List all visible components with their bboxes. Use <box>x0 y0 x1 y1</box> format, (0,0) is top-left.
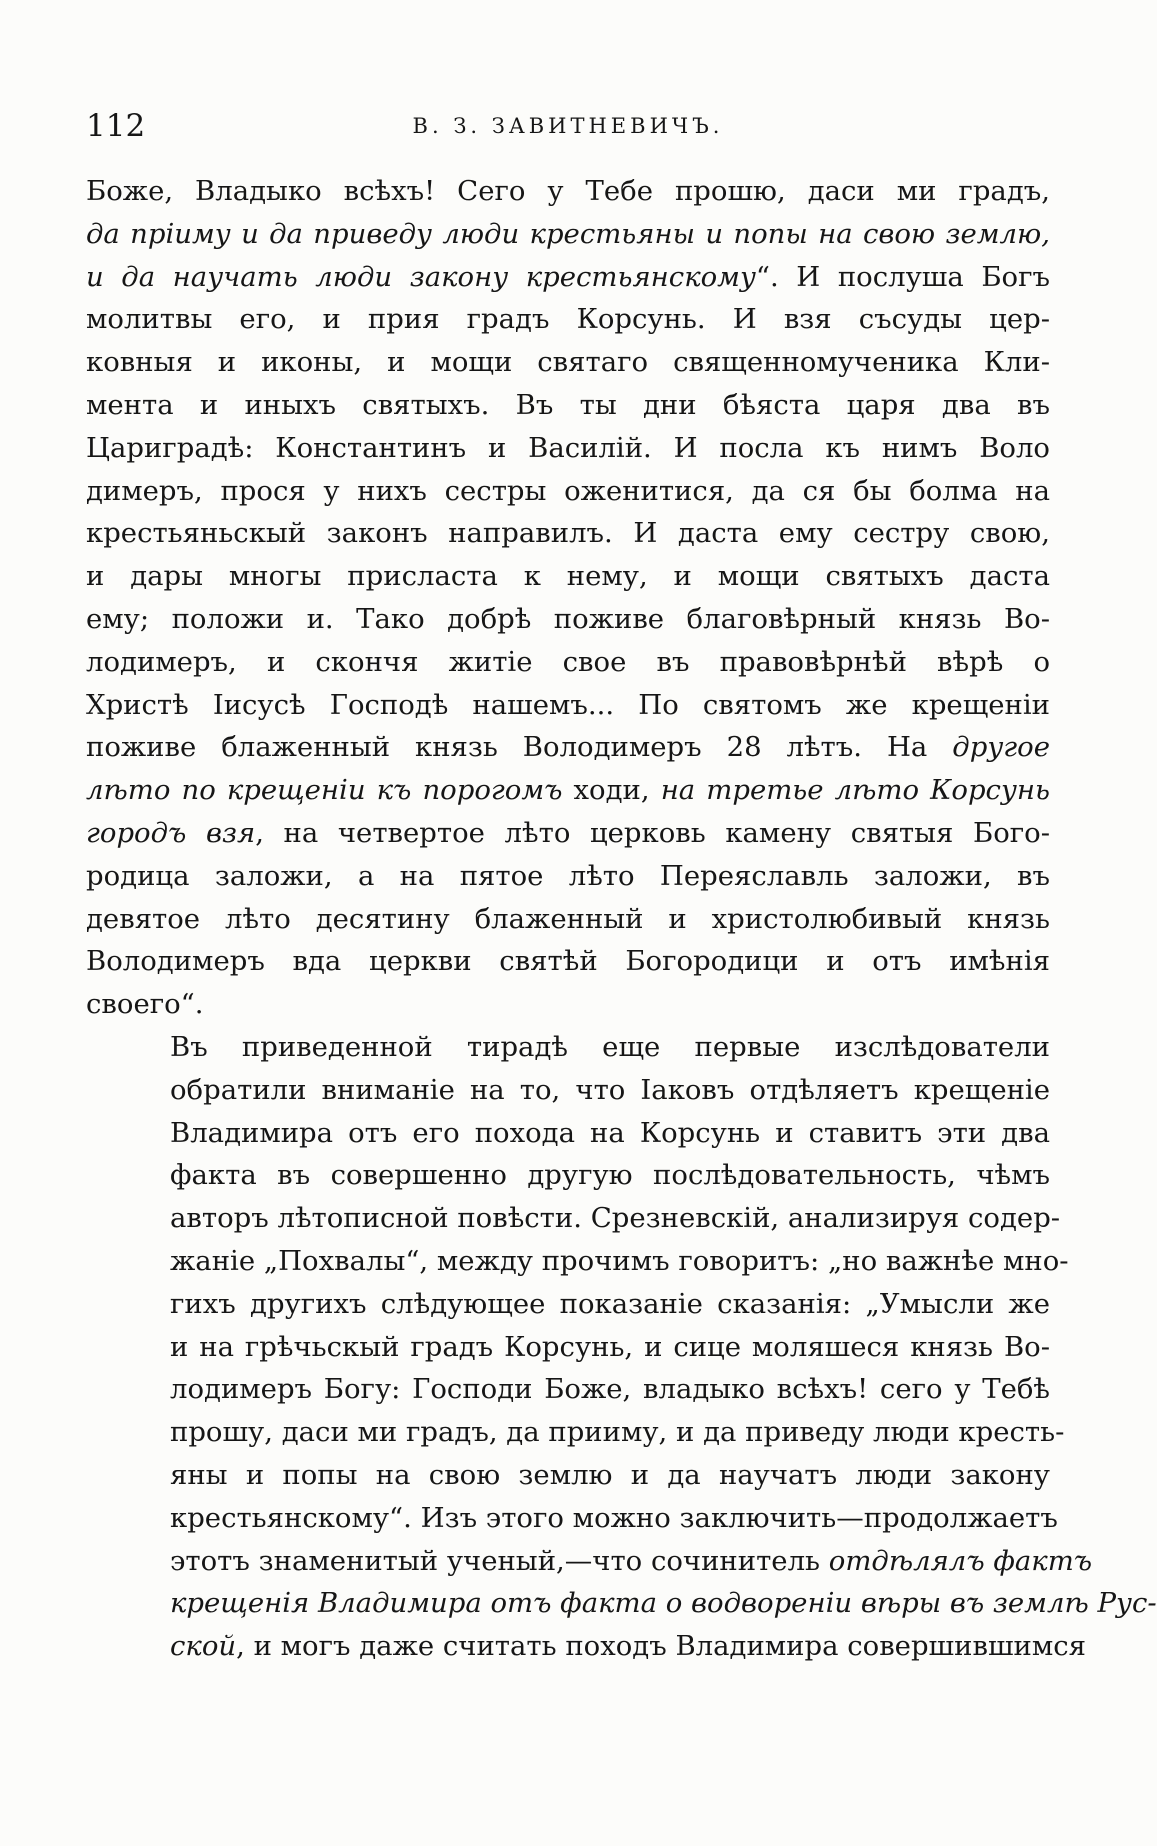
text-segment: девятое лѣто десятину блаженный и христолюбивый князь <box>86 902 1050 935</box>
italic-segment: другое <box>952 731 1050 764</box>
text-segment: этотъ знаменитый ученый,—что сочинитель <box>170 1544 829 1577</box>
text-line <box>86 940 1050 983</box>
text-segment: лодимеръ, и скончя житіе свое въ правовѣрнѣй вѣрѣ о <box>86 645 1050 678</box>
page-header <box>86 108 1050 148</box>
text-line <box>86 1326 1050 1369</box>
text-line <box>86 641 1050 684</box>
text-segment: Боже, Владыко всѣхъ! Сего у Тебе прошю, даси ми градъ, <box>86 175 1050 207</box>
text-line <box>86 512 1050 555</box>
text-line <box>86 812 1050 855</box>
text-segment: родица заложи, а на пятое лѣто Переяславль заложи, въ <box>86 859 1050 892</box>
text-line <box>86 1540 1093 1583</box>
text-line <box>86 726 1050 769</box>
text-segment: Цариградѣ: Константинъ и Василій. И посла къ нимъ Воло <box>86 431 1050 464</box>
text-line <box>86 170 1050 213</box>
text-segment: , и могъ даже считать походъ Владимира совершившимся <box>236 1630 1086 1663</box>
text-segment: ему; положи и. Тако добрѣ поживе благовѣрный князь Во- <box>86 602 1050 635</box>
text-line <box>86 1368 1050 1411</box>
text-line <box>86 684 1050 727</box>
text-segment: молитвы его, и прия градъ Корсунь. И взя съсуды цер- <box>86 303 1050 336</box>
text-segment: лодимеръ Богу: Господи Боже, владыко всѣхъ! сего у Тебѣ <box>170 1373 1050 1406</box>
text-segment: яны и попы на свою землю и да научатъ люди закону <box>170 1458 1050 1491</box>
text-segment: авторъ лѣтописной повѣсти. Срезневскій, анализируя содер- <box>170 1202 1061 1235</box>
text-segment: поживе блаженный князь Володимеръ 28 лѣтъ. На <box>86 731 953 764</box>
text-segment: , на четвертое лѣто церковь камену святыя Бого- <box>255 816 1051 849</box>
text-segment: гихъ другихъ слѣдующее показаніе сказанія: „Умысли же <box>170 1287 1050 1320</box>
text-line <box>86 1454 1050 1497</box>
text-line <box>86 341 1050 384</box>
text-segment: и дары многы присласта к нему, и мощи святыхъ даста <box>86 560 1050 593</box>
italic-segment: крещенія Владимира отъ факта о водвореніи вѣры въ землѣ Рус- <box>170 1587 1157 1620</box>
text-segment: и на грѣчьскый градъ Корсунь, и сице моляшеся князь Во- <box>170 1330 1050 1363</box>
text-line <box>86 1283 1050 1326</box>
text-line <box>86 1240 1069 1283</box>
running-head: В. З. ЗАВИТНЕВИЧЪ. <box>412 114 724 138</box>
text-segment: “. И послуша Богъ <box>755 260 1050 293</box>
text-segment: ковныя и иконы, и мощи святаго священномученика Кли- <box>86 346 1050 379</box>
body-text <box>86 170 1157 1668</box>
text-line <box>86 427 1050 470</box>
text-segment: Въ приведенной тирадѣ еще первые изслѣдователи <box>170 1030 1050 1063</box>
italic-segment: ской <box>170 1630 237 1663</box>
italic-segment: на третье лѣто Корсунь <box>660 774 1050 807</box>
text-line <box>86 298 1050 341</box>
italic-segment: лѣто по крещеніи къ порогомъ <box>86 774 563 807</box>
paragraph <box>86 170 1050 1026</box>
text-segment: крестьяньскый законъ направилъ. И даста ему сестру свою, <box>86 517 1050 550</box>
text-line <box>86 1497 1058 1540</box>
italic-segment: отдѣлялъ фактъ <box>828 1544 1093 1577</box>
text-line <box>86 1625 1086 1668</box>
text-line <box>86 1582 1157 1625</box>
text-segment: димеръ, прося у нихъ сестры оженитися, да ся бы болма на <box>86 474 1050 507</box>
text-line <box>86 1069 1050 1112</box>
text-line <box>86 1026 1050 1069</box>
text-line <box>86 983 1050 1026</box>
text-segment: ходи, <box>562 774 661 807</box>
text-segment: мента и иныхъ святыхъ. Въ ты дни бѣяста царя два въ <box>86 388 1050 421</box>
text-line <box>86 1197 1061 1240</box>
page-number: 112 <box>86 108 146 144</box>
text-line <box>86 1112 1050 1155</box>
text-segment: своего“. <box>86 988 204 1021</box>
text-line <box>86 1154 1050 1197</box>
italic-segment: да пріиму и да приведу люди крестьяны и попы на свою землю, <box>86 217 1050 250</box>
text-segment: жаніе „Похвалы“, между прочимъ говоритъ: „но важнѣе мно- <box>170 1244 1069 1277</box>
text-segment: Володимеръ вда церкви святѣй Богородици и отъ имѣнія <box>86 945 1050 978</box>
text-segment: Владимира отъ его похода на Корсунь и ставитъ эти два <box>170 1116 1050 1149</box>
text-line <box>86 555 1050 598</box>
italic-segment: городъ взя <box>86 816 256 849</box>
text-segment: Христѣ Іисусѣ Господѣ нашемъ... По святомъ же крещеніи <box>86 688 1050 721</box>
text-segment: прошу, даси ми градъ, да прииму, и да приведу люди кресть- <box>170 1416 1065 1449</box>
text-line <box>86 855 1050 898</box>
text-line <box>86 213 1050 256</box>
text-line <box>86 256 1050 299</box>
text-segment: факта въ совершенно другую послѣдовательность, чѣмъ <box>170 1159 1050 1192</box>
text-segment: крестьянскому“. Изъ этого можно заключить—продолжаетъ <box>170 1501 1058 1534</box>
text-line <box>86 898 1050 941</box>
text-line <box>86 470 1050 513</box>
text-line <box>86 384 1050 427</box>
text-line <box>86 598 1050 641</box>
italic-segment: и да научать люди закону крестьянскому <box>86 260 756 293</box>
text-line <box>86 769 1050 812</box>
paragraph <box>86 1026 1157 1668</box>
text-line <box>86 1411 1065 1454</box>
text-segment: обратили вниманіе на то, что Іаковъ отдѣляетъ крещеніе <box>170 1073 1050 1106</box>
